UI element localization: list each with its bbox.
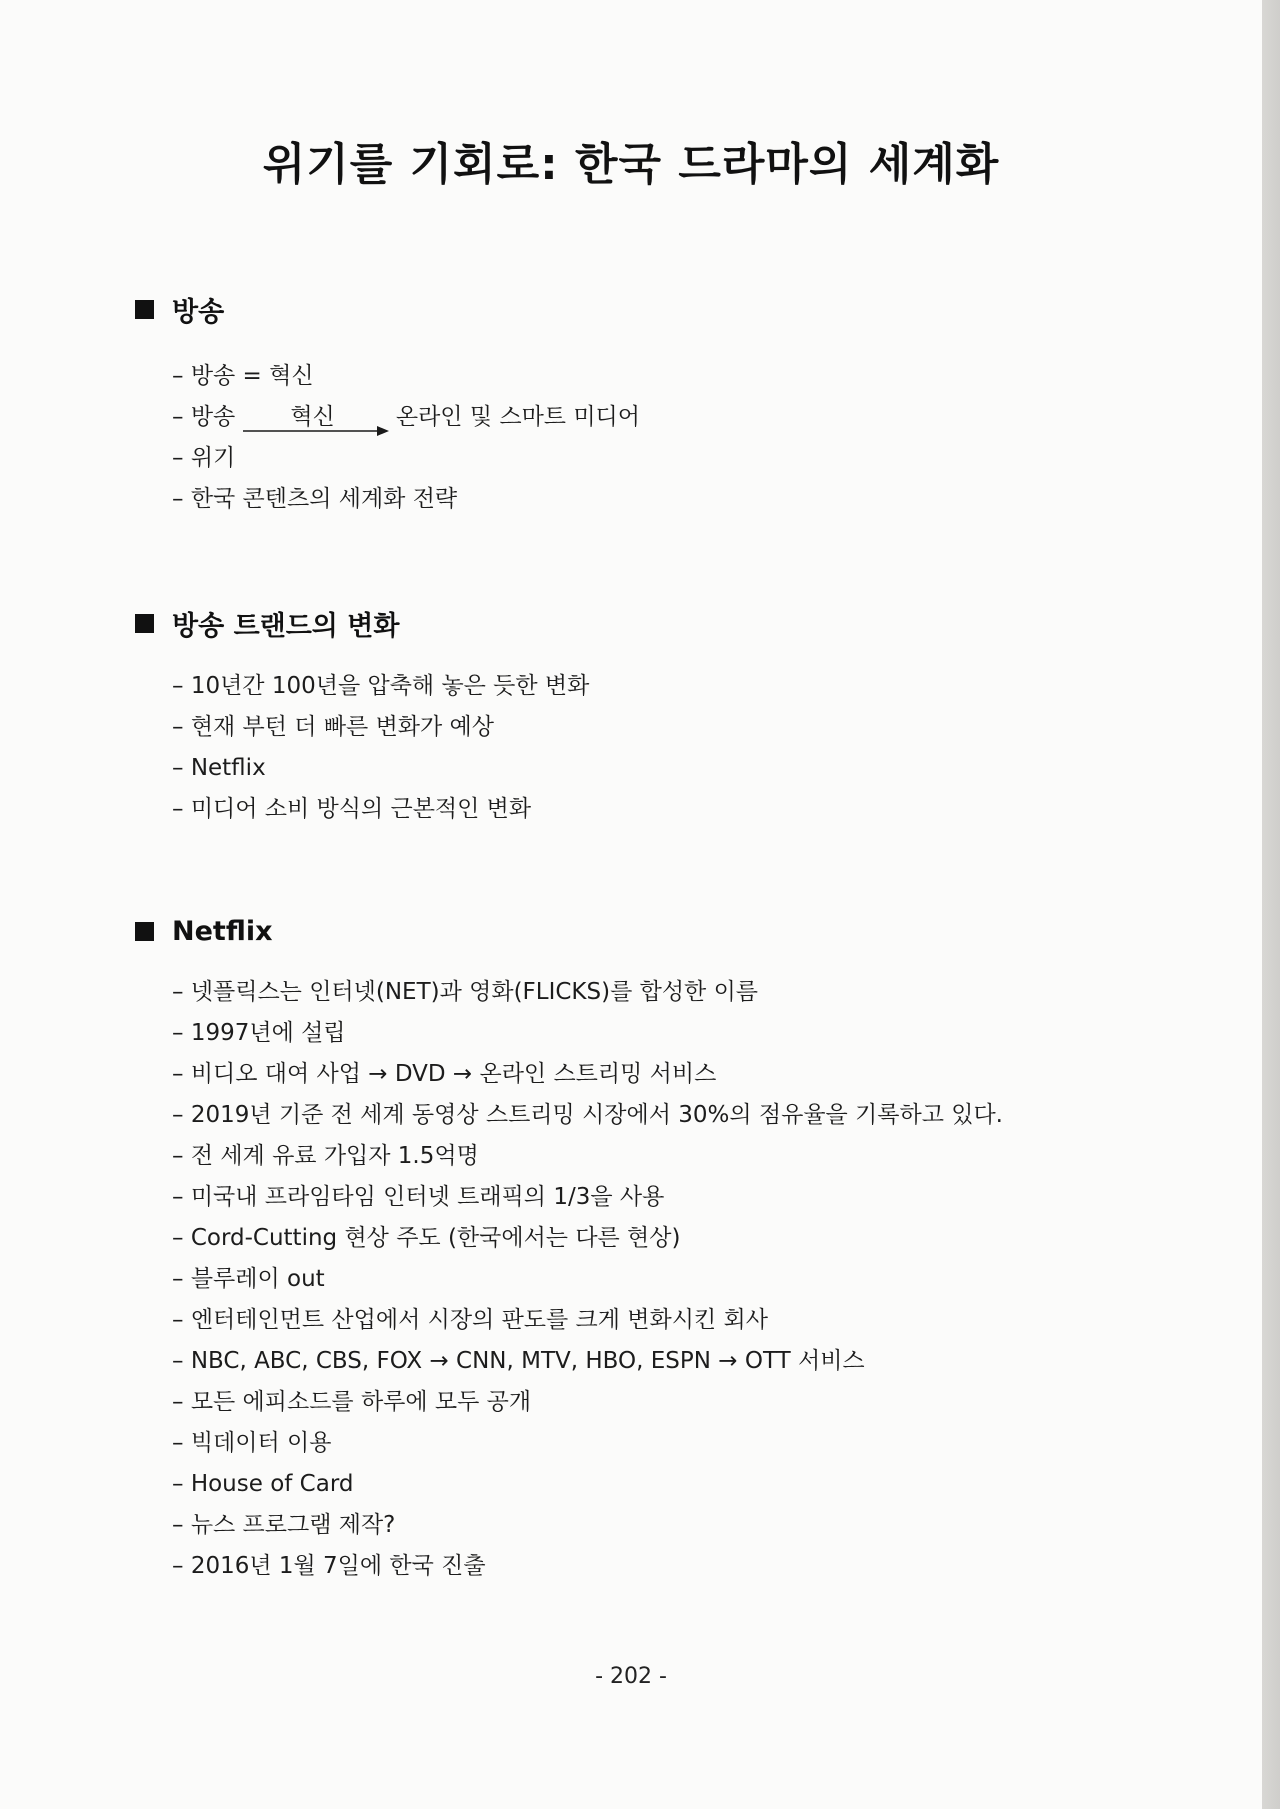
list-item: – 전 세계 유료 가입자 1.5억명	[172, 1136, 1003, 1177]
list-item: – House of Card	[172, 1464, 1003, 1505]
list-item: – 모든 에피소드를 하루에 모두 공개	[172, 1382, 1003, 1423]
section-list-netflix	[172, 972, 1003, 1587]
arrow-label: 혁신	[290, 404, 335, 430]
list-item: – 위기	[172, 438, 640, 479]
section-heading-broadcasting	[135, 290, 224, 329]
list-item: – 10년간 100년을 압축해 놓은 듯한 변화	[172, 666, 589, 707]
section-heading-text: Netflix	[172, 916, 273, 947]
arrow-left-text: 방송	[190, 404, 236, 430]
list-item: – NBC, ABC, CBS, FOX → CNN, MTV, HBO, ESPN → OTT 서비스	[172, 1341, 1003, 1382]
list-item: – Netflix	[172, 748, 589, 789]
list-item: – 2019년 기준 전 세계 동영상 스트리밍 시장에서 30%의 점유율을 기록하고 있다.	[172, 1095, 1003, 1136]
section-list-trend	[172, 666, 589, 830]
section-heading-trend	[135, 604, 399, 643]
page-number: - 202 -	[595, 1664, 667, 1689]
section-heading-netflix	[135, 916, 273, 947]
list-item: – 방송 = 혁신	[172, 356, 640, 397]
list-item: – 넷플릭스는 인터넷(NET)과 영화(FLICKS)를 합성한 이름	[172, 972, 1003, 1013]
arrow-label-wrap	[243, 397, 389, 438]
list-item: – 미디어 소비 방식의 근본적인 변화	[172, 789, 589, 830]
list-item: – 한국 콘텐츠의 세계화 전략	[172, 479, 640, 520]
list-item: – 현재 부턴 더 빠른 변화가 예상	[172, 707, 589, 748]
square-bullet-icon	[135, 614, 154, 633]
page-edge	[1262, 0, 1280, 1809]
list-item: – 빅데이터 이용	[172, 1423, 1003, 1464]
list-item: – 엔터테인먼트 산업에서 시장의 판도를 크게 변화시킨 회사	[172, 1300, 1003, 1341]
arrow-right-text: 온라인 및 스마트 미디어	[395, 404, 640, 430]
list-item: – Cord-Cutting 현상 주도 (한국에서는 다른 현상)	[172, 1218, 1003, 1259]
square-bullet-icon	[135, 922, 154, 941]
section-list-broadcasting	[172, 356, 640, 520]
list-item: – 2016년 1월 7일에 한국 진출	[172, 1546, 1003, 1587]
page-title: 위기를 기회로: 한국 드라마의 세계화	[262, 139, 1000, 190]
list-item-arrow	[172, 397, 640, 438]
list-item: – 뉴스 프로그램 제작?	[172, 1505, 1003, 1546]
list-item: – 블루레이 out	[172, 1259, 1003, 1300]
section-heading-text: 방송 트랜드의 변화	[172, 611, 400, 642]
section-heading-text: 방송	[172, 297, 225, 328]
list-item: – 미국내 프라임타임 인터넷 트래픽의 1/3을 사용	[172, 1177, 1003, 1218]
list-item: – 1997년에 설립	[172, 1013, 1003, 1054]
list-item: – 비디오 대여 사업 → DVD → 온라인 스트리밍 서비스	[172, 1054, 1003, 1095]
square-bullet-icon	[135, 300, 154, 319]
right-arrow-icon	[243, 425, 389, 437]
